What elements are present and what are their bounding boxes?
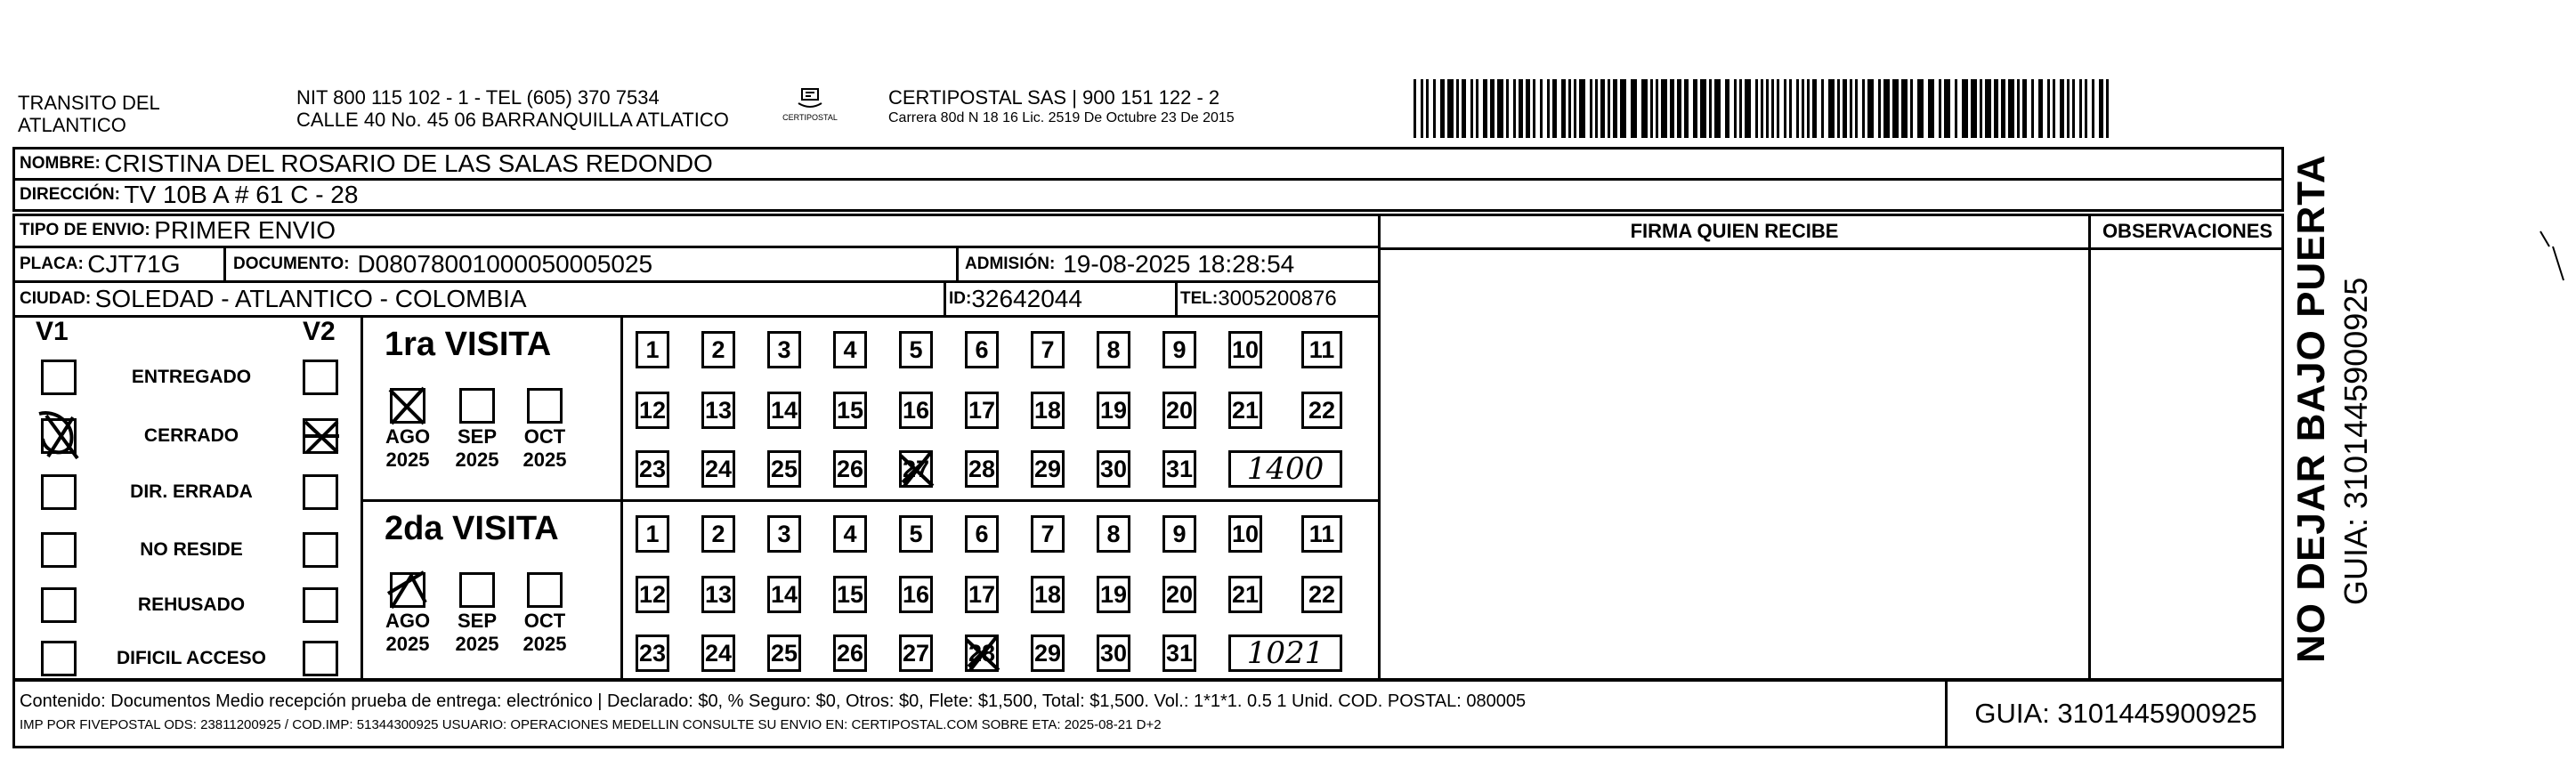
ciudad-divider — [944, 283, 946, 315]
ciudad-underline — [12, 315, 1378, 318]
day-box-0-15[interactable]: 15 — [833, 392, 867, 429]
ciudad-label: CIUDAD: — [20, 289, 92, 308]
tel-label: TEL: — [1180, 289, 1219, 308]
v1-checkbox-2[interactable] — [41, 474, 77, 510]
day-box-1-1[interactable]: 1 — [636, 515, 669, 553]
day-box-0-25[interactable]: 25 — [767, 450, 801, 488]
day-box-1-14[interactable]: 14 — [767, 576, 801, 613]
day-box-0-1[interactable]: 1 — [636, 331, 669, 368]
firma-divider — [1378, 214, 1381, 681]
side-warning: NO DEJAR BAJO PUERTA — [2289, 154, 2333, 663]
day-box-1-22[interactable]: 22 — [1301, 576, 1342, 613]
nombre-field — [20, 147, 713, 181]
month-name: SEP — [457, 425, 498, 448]
nombre-value: CRISTINA DEL ROSARIO DE LAS SALAS REDONDO — [104, 150, 713, 177]
month-label-0-1 — [450, 425, 504, 472]
month-year: 2025 — [455, 633, 499, 655]
status-label-0: ENTREGADO — [131, 367, 252, 387]
day-box-0-20[interactable]: 20 — [1162, 392, 1196, 429]
day-mark-icon-1 — [961, 631, 1006, 675]
courier-address: Carrera 80d N 18 16 Lic. 2519 De Octubre 23 De 2015 — [888, 110, 1235, 125]
admision-value: 19-08-2025 18:28:54 — [1063, 250, 1295, 278]
status-label-2: DIR. ERRADA — [130, 481, 253, 502]
visits-divider — [360, 499, 1378, 502]
day-box-0-28[interactable]: 28 — [965, 450, 999, 488]
status-label-3: NO RESIDE — [140, 539, 243, 560]
day-box-1-28[interactable]: 28 — [965, 635, 999, 672]
month-label-1-0 — [381, 610, 434, 656]
courier-line: CERTIPOSTAL SAS | 900 151 122 - 2 — [888, 86, 1220, 109]
day-box-1-13[interactable]: 13 — [701, 576, 735, 613]
sender-line-2: ATLANTICO — [18, 114, 126, 136]
v2-cerrado-mark-icon — [300, 415, 344, 459]
visit-title-0: 1ra VISITA — [385, 326, 552, 363]
day-box-0-7[interactable]: 7 — [1031, 331, 1065, 368]
direccion-field — [20, 178, 358, 212]
month-year: 2025 — [385, 633, 430, 655]
day-box-0-2[interactable]: 2 — [701, 331, 735, 368]
day-box-0-31[interactable]: 31 — [1162, 450, 1196, 488]
day-box-1-25[interactable]: 25 — [767, 635, 801, 672]
day-box-1-23[interactable]: 23 — [636, 635, 669, 672]
month-year: 2025 — [522, 633, 567, 655]
documento-divider — [956, 248, 959, 280]
footer-guia: GUIA: 3101445900925 — [1974, 698, 2257, 729]
day-box-0-12[interactable]: 12 — [636, 392, 669, 429]
month-name: OCT — [523, 610, 566, 632]
day-box-0-27[interactable]: 27 — [899, 450, 933, 488]
observaciones-header: OBSERVACIONES — [2102, 220, 2273, 242]
day-box-0-23[interactable]: 23 — [636, 450, 669, 488]
day-box-0-21[interactable]: 21 — [1228, 392, 1262, 429]
direccion-value: TV 10B A # 61 C - 28 — [124, 181, 359, 208]
day-box-0-9[interactable]: 9 — [1162, 331, 1196, 368]
sender-info — [296, 86, 729, 131]
month-name: OCT — [523, 425, 566, 448]
day-box-1-17[interactable]: 17 — [965, 576, 999, 613]
observaciones-divider — [2088, 214, 2091, 681]
day-box-0-5[interactable]: 5 — [899, 331, 933, 368]
v2-checkbox-2[interactable] — [303, 474, 338, 510]
placa-divider — [223, 248, 226, 280]
day-box-0-4[interactable]: 4 — [833, 331, 867, 368]
v1-checkbox-5[interactable] — [41, 641, 77, 676]
month-year: 2025 — [385, 449, 430, 471]
month-checkbox-1-2[interactable] — [527, 572, 563, 608]
month-mark-icon-1 — [385, 567, 431, 613]
month-label-0-2 — [518, 425, 571, 472]
day-box-0-16[interactable]: 16 — [899, 392, 933, 429]
nombre-label: NOMBRE: — [20, 154, 101, 173]
v2-checkbox-4[interactable] — [303, 587, 338, 623]
day-box-1-26[interactable]: 26 — [833, 635, 867, 672]
certipostal-logo-icon — [774, 87, 846, 132]
firma-header: FIRMA QUIEN RECIBE — [1630, 220, 1839, 242]
month-name: SEP — [457, 610, 498, 632]
day-box-0-17[interactable]: 17 — [965, 392, 999, 429]
month-mark-icon-0 — [385, 383, 431, 429]
visit-title-1: 2da VISITA — [385, 510, 559, 547]
day-box-1-29[interactable]: 29 — [1031, 635, 1065, 672]
day-box-0-22[interactable]: 22 — [1301, 392, 1342, 429]
day-box-1-15[interactable]: 15 — [833, 576, 867, 613]
month-label-1-2 — [518, 610, 571, 656]
status-label-1: CERRADO — [143, 425, 239, 446]
day-box-0-10[interactable]: 10 — [1228, 331, 1262, 368]
day-box-1-10[interactable]: 10 — [1228, 515, 1262, 553]
month-name: AGO — [385, 425, 431, 448]
nit-line: NIT 800 115 102 - 1 - TEL (605) 370 7534 — [296, 86, 660, 109]
day-box-1-31[interactable]: 31 — [1162, 635, 1196, 672]
day-box-0-3[interactable]: 3 — [767, 331, 801, 368]
barcode-icon — [1414, 79, 2113, 138]
day-box-0-18[interactable]: 18 — [1031, 392, 1065, 429]
day-box-0-14[interactable]: 14 — [767, 392, 801, 429]
placa-value: CJT71G — [87, 250, 181, 278]
id-label: ID: — [949, 289, 972, 308]
v2-checkbox-5[interactable] — [303, 641, 338, 676]
month-checkbox-0-1[interactable] — [459, 388, 495, 424]
day-box-0-11[interactable]: 11 — [1301, 331, 1342, 368]
edge-mark-icon — [2537, 227, 2572, 298]
day-box-1-20[interactable]: 20 — [1162, 576, 1196, 613]
footer-contenido: Contenido: Documentos Medio recepción prueba de entrega: electrónico | Declarado: $0, % Seguro: $0, Otros: $0, Flete: $1,500, Total: $1,500. Vol.: 1*1*1. 0.5 1 Unid. COD. POSTAL: 080005 — [20, 691, 1527, 711]
month-checkbox-0-2[interactable] — [527, 388, 563, 424]
day-box-0-19[interactable]: 19 — [1097, 392, 1130, 429]
day-box-1-9[interactable]: 9 — [1162, 515, 1196, 553]
day-box-1-19[interactable]: 19 — [1097, 576, 1130, 613]
tel-field — [1180, 283, 1337, 315]
placa-field — [20, 248, 180, 280]
day-box-0-29[interactable]: 29 — [1031, 450, 1065, 488]
day-box-1-30[interactable]: 30 — [1097, 635, 1130, 672]
sender-name — [18, 92, 160, 136]
day-box-0-8[interactable]: 8 — [1097, 331, 1130, 368]
day-box-1-12[interactable]: 12 — [636, 576, 669, 613]
day-box-1-21[interactable]: 21 — [1228, 576, 1262, 613]
admision-field — [965, 248, 1294, 280]
footer-box — [12, 679, 2284, 748]
day-box-1-27[interactable]: 27 — [899, 635, 933, 672]
v2-label: V2 — [303, 317, 336, 346]
day-box-1-6[interactable]: 6 — [965, 515, 999, 553]
handwritten-time-1: 1021 — [1228, 635, 1342, 672]
placa-label: PLACA: — [20, 255, 84, 273]
day-box-1-8[interactable]: 8 — [1097, 515, 1130, 553]
documento-value: D08078001000050005025 — [357, 250, 653, 278]
status-label-5: DIFICIL ACCESO — [116, 648, 266, 668]
id-field — [949, 283, 1082, 315]
tel-value: 3005200876 — [1218, 287, 1337, 311]
courier-info — [888, 86, 1235, 128]
month-name: AGO — [385, 610, 431, 632]
documento-label: DOCUMENTO: — [233, 255, 350, 273]
day-box-0-30[interactable]: 30 — [1097, 450, 1130, 488]
tipo-field — [20, 214, 336, 247]
tipo-label: TIPO DE ENVIO: — [20, 221, 150, 239]
v1-checkbox-3[interactable] — [41, 532, 77, 568]
id-value: 32642044 — [971, 285, 1082, 312]
documento-field — [233, 248, 652, 280]
admision-label: ADMISIÓN: — [965, 255, 1056, 273]
handwritten-time-0: 1400 — [1228, 450, 1342, 488]
v1-checkbox-0[interactable] — [41, 360, 77, 395]
day-box-1-16[interactable]: 16 — [899, 576, 933, 613]
month-checkbox-1-1[interactable] — [459, 572, 495, 608]
ciudad-value: SOLEDAD - ATLANTICO - COLOMBIA — [94, 285, 527, 312]
day-box-0-26[interactable]: 26 — [833, 450, 867, 488]
day-box-0-13[interactable]: 13 — [701, 392, 735, 429]
month-label-0-0 — [381, 425, 434, 472]
v2-checkbox-0[interactable] — [303, 360, 338, 395]
v1-cerrado-mark-icon — [28, 405, 91, 467]
v1-checkbox-4[interactable] — [41, 587, 77, 623]
ciudad-field — [20, 283, 527, 315]
header-underline — [1378, 247, 2284, 250]
day-mark-icon-0 — [895, 447, 940, 491]
day-box-1-5[interactable]: 5 — [899, 515, 933, 553]
day-box-1-3[interactable]: 3 — [767, 515, 801, 553]
day-box-1-11[interactable]: 11 — [1301, 515, 1342, 553]
day-box-0-24[interactable]: 24 — [701, 450, 735, 488]
day-box-0-6[interactable]: 6 — [965, 331, 999, 368]
month-year: 2025 — [522, 449, 567, 471]
direccion-label: DIRECCIÓN: — [20, 185, 120, 204]
day-box-1-4[interactable]: 4 — [833, 515, 867, 553]
side-guia: GUIA: 3101445900925 — [2337, 277, 2374, 605]
logo-text: CERTIPOSTAL — [782, 113, 838, 122]
month-label-1-1 — [450, 610, 504, 656]
sender-address: CALLE 40 No. 45 06 BARRANQUILLA ATLATICO — [296, 109, 729, 131]
v2-checkbox-3[interactable] — [303, 532, 338, 568]
v1-label: V1 — [36, 317, 69, 346]
day-box-1-18[interactable]: 18 — [1031, 576, 1065, 613]
months-divider — [620, 315, 623, 681]
day-box-1-7[interactable]: 7 — [1031, 515, 1065, 553]
sender-line-1: TRANSITO DEL — [18, 92, 160, 114]
id-divider — [1175, 283, 1178, 315]
month-year: 2025 — [455, 449, 499, 471]
status-divider — [360, 315, 363, 681]
day-box-1-24[interactable]: 24 — [701, 635, 735, 672]
status-label-4: REHUSADO — [137, 594, 246, 615]
footer-imp: IMP POR FIVEPOSTAL ODS: 23811200925 / COD.IMP: 51344300925 USUARIO: OPERACIONES MEDELLIN CONSULTE SU ENVIO EN: CERTIPOSTAL.COM SOBRE ETA: 2025-08-21 D+2 — [20, 717, 1162, 732]
tipo-value: PRIMER ENVIO — [154, 216, 336, 244]
day-box-1-2[interactable]: 2 — [701, 515, 735, 553]
